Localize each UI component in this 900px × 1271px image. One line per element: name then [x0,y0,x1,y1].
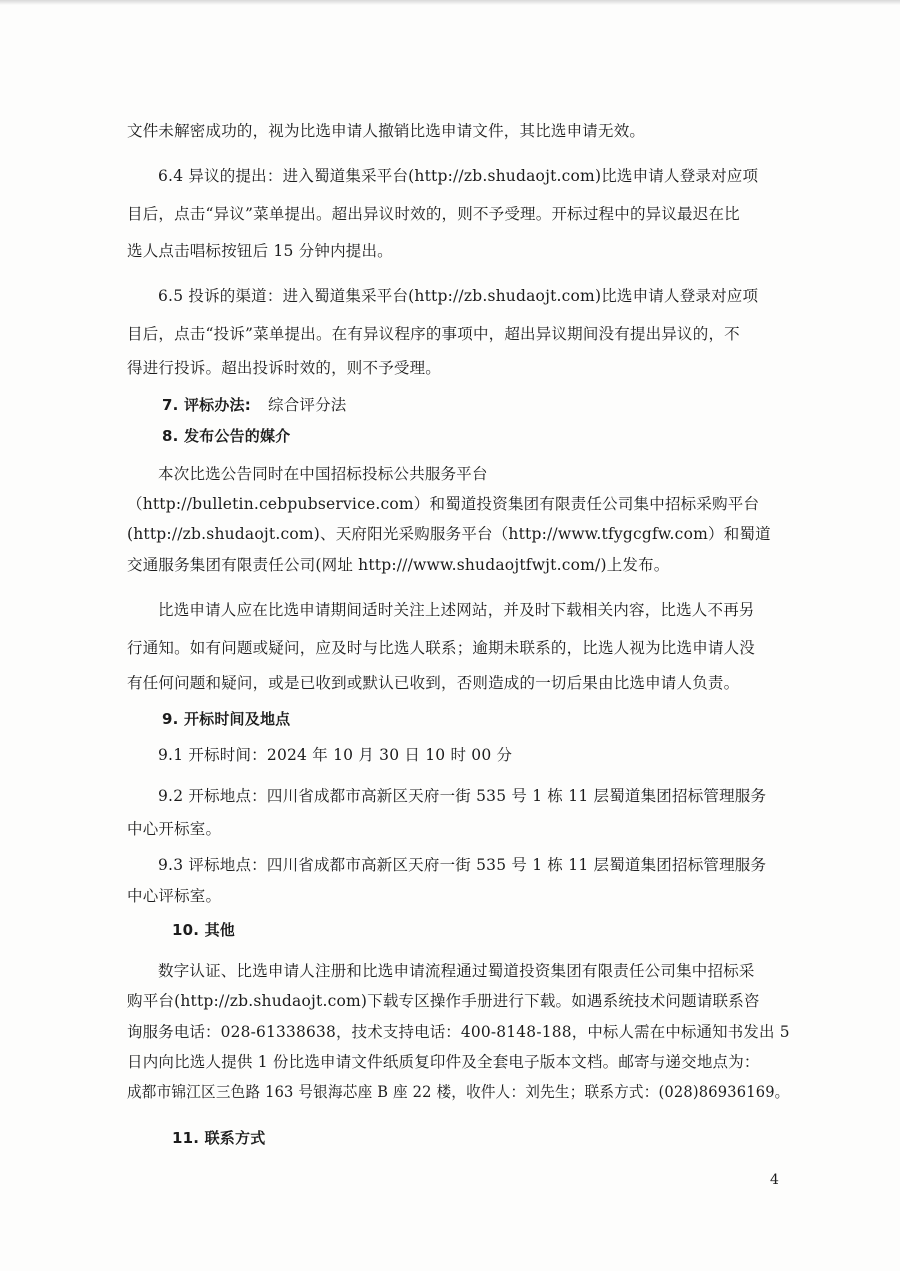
section-heading-9: 9. 开标时间及地点 [162,710,291,728]
section-heading-7: 7. 评标办法: [162,396,251,414]
paragraph-line: 目后，点击“投诉”菜单提出。在有异议程序的事项中，超出异议期间没有提出异议的，不 [127,325,740,343]
paragraph-line: 文件未解密成功的，视为比选申请人撤销比选申请文件，其比选申请无效。 [127,122,646,140]
paragraph-line: (http://zb.shudaojt.com)、天府阳光采购服务平台（http://www.tfygcgfw.com）和蜀道 [127,525,771,543]
paragraph-line: 中心开标室。 [127,820,222,838]
paragraph-line: 有任何问题和疑问，或是已收到或默认已收到，否则造成的一切后果由比选申请人负责。 [127,674,740,692]
paragraph-line: 6.4 异议的提出：进入蜀道集采平台(http://zb.shudaojt.com)比选申请人登录对应项 [158,167,759,185]
page-number: 4 [770,1172,779,1188]
paragraph-line: 比选申请人应在比选申请期间适时关注上述网站，并及时下载相关内容，比选人不再另 [158,601,755,619]
paragraph-line: （http://bulletin.cebpubservice.com）和蜀道投资集团有限责任公司集中招标采购平台 [127,495,760,513]
paragraph-line: 目后，点击“异议”菜单提出。超出异议时效的，则不予受理。开标过程中的异议最迟在比 [127,205,740,223]
paragraph-line: 交通服务集团有限责任公司(网址 http:///www.shudaojtfwjt.com/)上发布。 [127,556,670,574]
paragraph-line: 询服务电话：028-61338638，技术支持电话：400-8148-188，中标人需在中标通知书发出 5 [127,1023,790,1041]
paragraph-line: 中心评标室。 [127,887,222,905]
paragraph-line: 9.1 开标时间：2024 年 10 月 30 日 10 时 00 分 [158,746,513,764]
paragraph-line: 行通知。如有问题或疑问，应及时与比选人联系；逾期未联系的，比选人视为比选申请人没 [127,639,756,657]
section-heading-8: 8. 发布公告的媒介 [162,427,291,445]
paragraph-line: 选人点击唱标按钮后 15 分钟内提出。 [127,242,393,260]
paragraph-line: 数字认证、比选申请人注册和比选申请流程通过蜀道投资集团有限责任公司集中招标采 [158,962,755,980]
section-heading-10: 10. 其他 [172,921,235,939]
paragraph-line: 得进行投诉。超出投诉时效的，则不予受理。 [127,359,442,377]
paragraph-line: 购平台(http://zb.shudaojt.com)下载专区操作手册进行下载。如遇系统技术问题请联系咨 [127,992,760,1010]
paragraph-line: 日内向比选人提供 1 份比选申请文件纸质复印件及全套电子版本文档。邮寄与递交地点为： [127,1053,760,1071]
scan-edge [0,0,900,5]
paragraph-line: 9.3 评标地点：四川省成都市高新区天府一街 535 号 1 栋 11 层蜀道集团招标管理服务 [158,856,767,874]
paragraph-line: 6.5 投诉的渠道：进入蜀道集采平台(http://zb.shudaojt.com)比选申请人登录对应项 [158,287,759,305]
evaluation-method: 综合评分法 [268,396,347,414]
paragraph-line: 本次比选公告同时在中国招标投标公共服务平台 [158,465,488,483]
section-heading-11: 11. 联系方式 [172,1129,266,1147]
paragraph-line: 成都市锦江区三色路 163 号银海芯座 B 座 22 楼，收件人：刘先生；联系方式：(028)86936169。 [127,1083,790,1101]
paragraph-line: 9.2 开标地点：四川省成都市高新区天府一街 535 号 1 栋 11 层蜀道集团招标管理服务 [158,787,767,805]
